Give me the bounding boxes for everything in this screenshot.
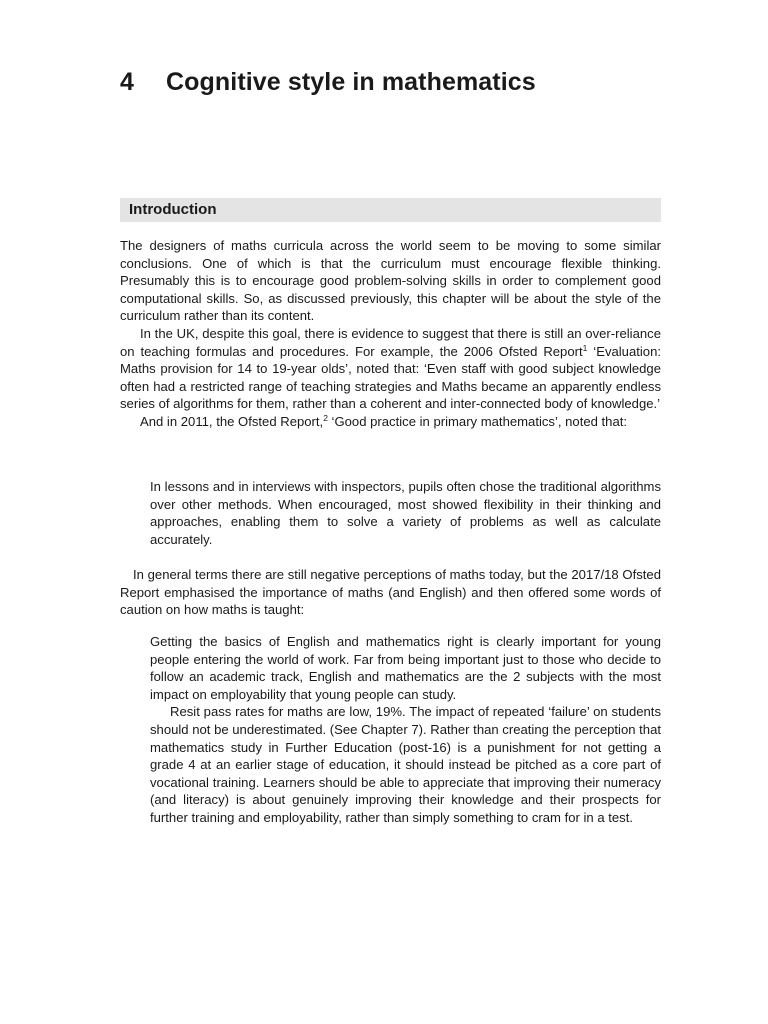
paragraph-2-text-a: In the UK, despite this goal, there is evidence to suggest that there is still an over-reliance on teaching formulas and procedures. For example, the 2006 Ofsted Report [120,325,661,359]
chapter-number: 4 [120,68,135,96]
paragraph-4-block [120,566,661,619]
intro-text-block [120,237,661,431]
paragraph-1: The designers of maths curricula across the world seem to be moving to some similar conclusions. One of which is that the curriculum must encourage flexible thinking. Presumably this is to encourage good problem-solving skills in order to complement good computational skills. So, as discussed previously, this chapter will be about the style of the curriculum rather than its content. [120,238,661,324]
section-heading-bar [120,198,661,222]
footnote-ref-1[interactable]: 1 [582,342,588,353]
quote-2-paragraph-2: Resit pass rates for maths are low, 19%. The impact of repeated ‘failure’ on students should not be underestimated. (See Chapter 7). Rather than creating the perception that mathematics study in Further Education (post-16) is a punishment for not getting a grade 4 at an earlier stage of education, it should instead be pitched as a core part of vocational training. Learners should be able to appreciate that improving their numeracy (and literacy) is about genuinely improving their knowledge and their prospects for further training and employability, rather than simply something to cram for in a test. [150,704,661,825]
footnote-ref-2[interactable]: 2 [323,412,328,423]
section-heading: Introduction [129,201,217,218]
paragraph-2-text-b: ‘Evaluation: Maths provision for 14 to 19-year olds’, noted that: ‘Even staff with good subject knowledge often had a restricted range of teaching strategies and Maths became an apparently endless series of algorithms for them, rather than a coherent and inter-connected body of knowledge.’ [120,343,661,412]
paragraph-3-text-a: And in 2011, the Ofsted Report, [140,413,324,429]
chapter-title-text: Cognitive style in mathematics [166,68,536,96]
chapter-title [120,68,536,97]
quote-2-paragraph-1: Getting the basics of English and mathematics right is clearly important for young people entering the world of work. Far from being important just to those who decide to follow an academic track, English and mathematics are the 2 subjects with the most impact on employability that young people can study. [150,634,661,702]
paragraph-3 [120,413,661,431]
paragraph-4: In general terms there are still negative perceptions of maths today, but the 2017/18 Ofsted Report emphasised the importance of maths (and English) and then offered some words of caution on how maths is taught: [120,567,661,618]
block-quote-1 [150,478,661,548]
paragraph-2 [120,325,661,413]
quote-1-text: In lessons and in interviews with inspectors, pupils often chose the traditional algorithms over other methods. When encouraged, most showed flexibility in their thinking and approaches, enabling them to solve a variety of problems as well as calculate accurately. [150,479,661,547]
paragraph-3-text-b: ‘Good practice in primary mathematics’, noted that: [327,413,628,429]
block-quote-2 [150,633,661,827]
